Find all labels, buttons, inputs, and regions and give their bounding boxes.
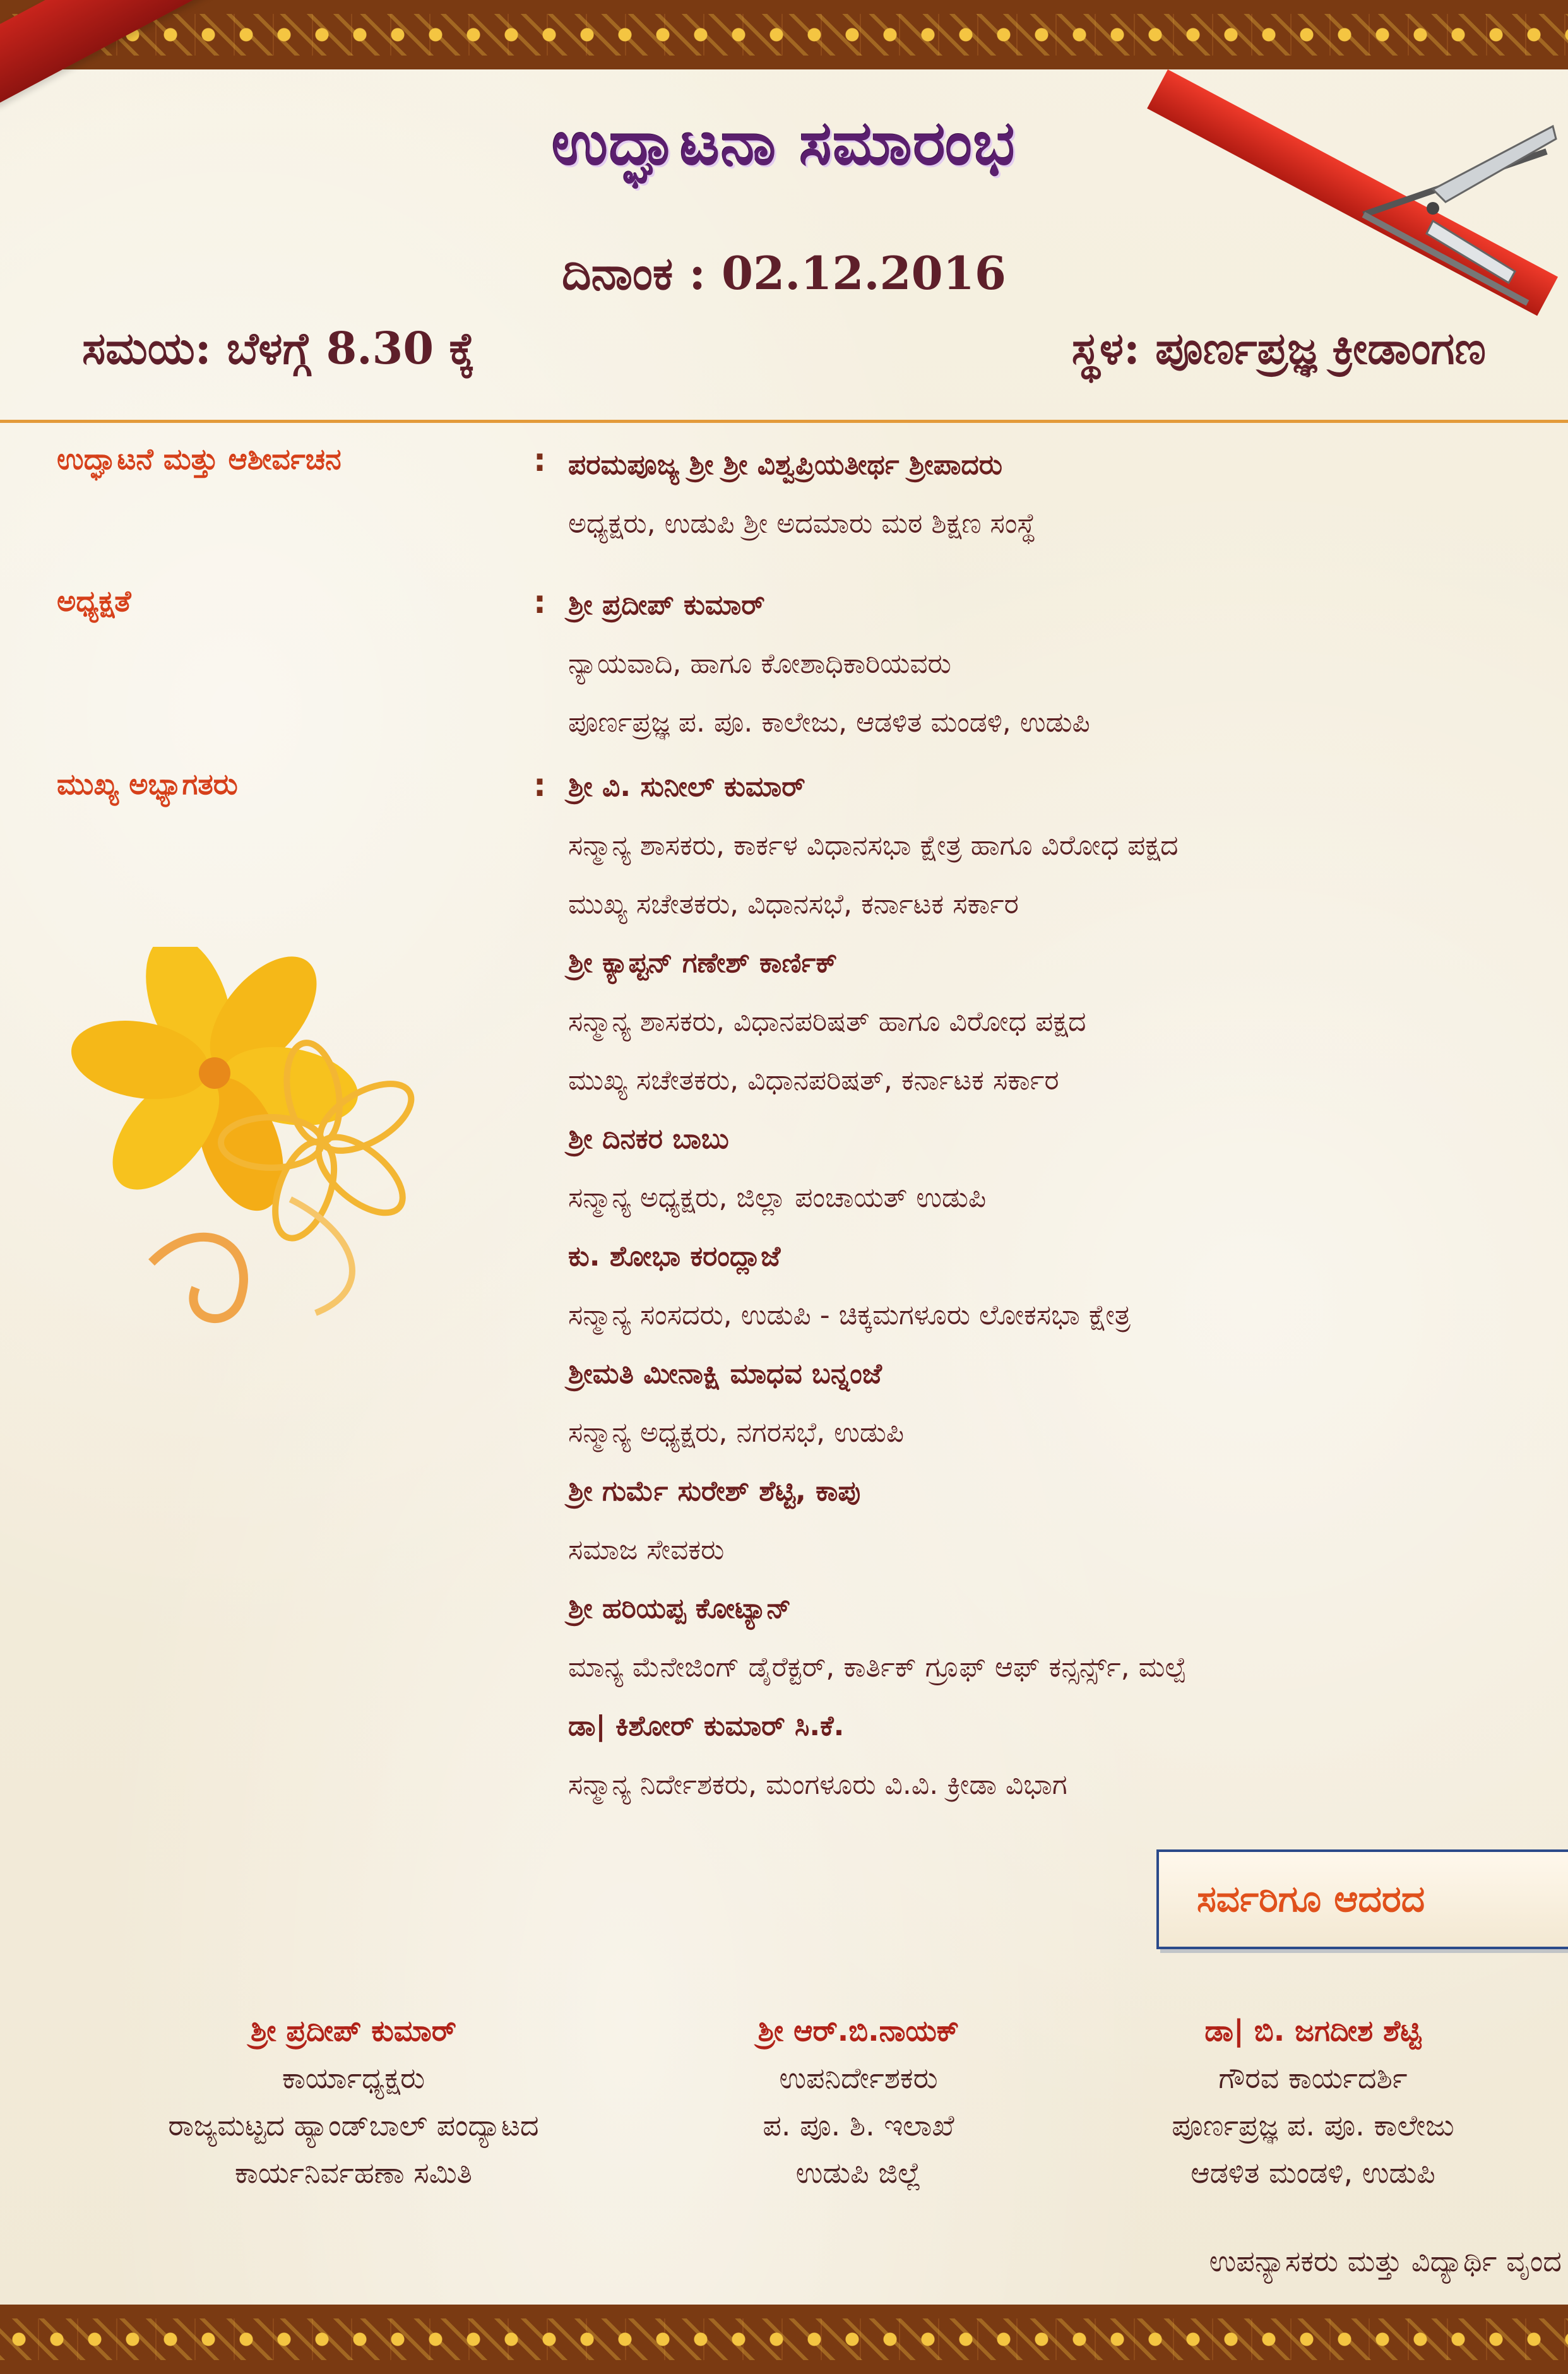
guest-title: ಪೂರ್ಣಪ್ರಜ್ಞ ಪ. ಪೂ. ಕಾಲೇಜು, ಆಡಳಿತ ಮಂಡಳಿ, ಉಡುಪಿ — [568, 706, 1090, 739]
guest-name: ಡಾ| ಕಿಶೋರ್ ಕುಮಾರ್ ಸಿ.ಕೆ. — [568, 1710, 845, 1742]
guests-entry — [568, 757, 1515, 1814]
signatory-name: ಡಾ| ಬಿ. ಜಗದೀಶ ಶೆಟ್ಟಿ — [1204, 2014, 1422, 2048]
signatory-title: ಪ. ಪೂ. ಶಿ. ಇಲಾಖೆ — [763, 2108, 954, 2142]
guests-label: ಮುಖ್ಯ ಅಭ್ಯಾಗತರು — [57, 767, 238, 801]
guest-name: ಶ್ರೀ ಹರಿಯಪ್ಪ ಕೋಟ್ಯಾನ್ — [568, 1593, 792, 1625]
inauguration-entry — [568, 436, 1515, 553]
colon: : — [533, 767, 546, 804]
signatory-title: ಉಪನಿರ್ದೇಶಕರು — [779, 2061, 938, 2095]
signatory-title: ಪೂರ್ಣಪ್ರಜ್ಞ ಪ. ಪೂ. ಕಾಲೇಜು — [1172, 2108, 1454, 2142]
event-venue: ಸ್ಥಳ: ಪೂರ್ಣಪ್ರಜ್ಞ ಕ್ರೀಡಾಂಗಣ — [1071, 322, 1486, 374]
colon: : — [533, 442, 546, 478]
guest-title: ನ್ಯಾಯವಾದಿ, ಹಾಗೂ ಕೋಶಾಧಿಕಾರಿಯವರು — [568, 648, 951, 680]
event-time: ಸಮಯ: ಬೆಳಗ್ಗೆ 8.30 ಕ್ಕೆ — [82, 322, 475, 374]
guest-name: ಶ್ರೀ ಕ್ಯಾಪ್ಟನ್ ಗಣೇಶ್ ಕಾರ್ಣಿಕ್ — [568, 947, 838, 979]
guest-title: ಸಮಾಜ ಸೇವಕರು — [568, 1534, 725, 1566]
guest-name: ಪರಮಪೂಜ್ಯ ಶ್ರೀ ಶ್ರೀ ವಿಶ್ವಪ್ರಿಯತೀರ್ಥ ಶ್ರೀಪಾದರು — [568, 449, 1003, 481]
presidency-label: ಅಧ್ಯಕ್ಷತೆ — [57, 584, 131, 618]
guest-title: ಸನ್ಮಾನ್ಯ ನಿರ್ದೇಶಕರು, ಮಂಗಳೂರು ವಿ.ವಿ. ಕ್ರೀಡಾ ವಿಭಾಗ — [568, 1769, 1067, 1801]
signatory-title: ರಾಜ್ಯಮಟ್ಟದ ಹ್ಯಾಂಡ್‌ಬಾಲ್ ಪಂದ್ಯಾಟದ — [168, 2108, 539, 2142]
event-date: ದಿನಾಂಕ : 02.12.2016 — [562, 246, 1006, 300]
guest-title: ಸನ್ಮಾನ್ಯ ಅಧ್ಯಕ್ಷರು, ಜಿಲ್ಲಾ ಪಂಚಾಯತ್ ಉಡುಪಿ — [568, 1182, 987, 1214]
signatory-title: ಗೌರವ ಕಾರ್ಯದರ್ಶಿ — [1218, 2061, 1408, 2095]
signatory-title: ಉಡುಪಿ ಜಿಲ್ಲೆ — [795, 2156, 922, 2190]
top-border — [0, 0, 1568, 69]
guest-name: ಶ್ರೀಮತಿ ಮೀನಾಕ್ಷಿ ಮಾಧವ ಬನ್ನಂಜೆ — [568, 1358, 882, 1390]
presidency-entry — [568, 576, 1515, 752]
guest-name: ಶ್ರೀ ಪ್ರದೀಪ್ ಕುಮಾರ್ — [568, 589, 765, 621]
guest-title: ಅಧ್ಯಕ್ಷರು, ಉಡುಪಿ ಶ್ರೀ ಅದಮಾರು ಮಠ ಶಿಕ್ಷಣ ಸಂಸ್ಥೆ — [568, 507, 1036, 540]
signatory-title: ಕಾರ್ಯನಿರ್ವಹಣಾ ಸಮಿತಿ — [234, 2156, 473, 2190]
guest-name: ಶ್ರೀ ವಿ. ಸುನೀಲ್ ಕುಮಾರ್ — [568, 771, 805, 803]
guest-title: ಸನ್ಮಾನ್ಯ ಅಧ್ಯಕ್ಷರು, ನಗರಸಭೆ, ಉಡುಪಿ — [568, 1416, 905, 1449]
bottom-border — [0, 2305, 1568, 2374]
signatory-1 — [50, 2007, 656, 2197]
welcome-banner — [1156, 1849, 1568, 1949]
flower-icon — [50, 947, 505, 1338]
signatory-3 — [1073, 2007, 1553, 2197]
guest-title: ಸನ್ಮಾನ್ಯ ಸಂಸದರು, ಉಡುಪಿ - ಚಿಕ್ಕಮಗಳೂರು ಲೋಕಸಭಾ ಕ್ಷೇತ್ರ — [568, 1299, 1131, 1331]
inauguration-label: ಉದ್ಘಾಟನೆ ಮತ್ತು ಆಶೀರ್ವಚನ — [57, 442, 342, 476]
signatory-title: ಕಾರ್ಯಾಧ್ಯಕ್ಷರು — [282, 2061, 425, 2095]
guest-title: ಸನ್ಮಾನ್ಯ ಶಾಸಕರು, ವಿಧಾನಪರಿಷತ್ ಹಾಗೂ ವಿರೋಧ ಪಕ್ಷದ — [568, 1006, 1086, 1038]
signatory-2 — [682, 2007, 1035, 2197]
event-title: ಉದ್ಘಾಟನಾ ಸಮಾರಂಭ — [552, 107, 1016, 179]
colon: : — [533, 584, 546, 620]
guest-name: ಶ್ರೀ ದಿನಕರ ಬಾಬು — [568, 1123, 729, 1155]
signatory-title: ಆಡಳಿತ ಮಂಡಳಿ, ಉಡುಪಿ — [1191, 2156, 1435, 2190]
guest-name: ಕು. ಶೋಭಾ ಕರಂದ್ಲಾಜೆ — [568, 1240, 781, 1273]
signatory-name: ಶ್ರೀ ಪ್ರದೀಪ್ ಕುಮಾರ್ — [251, 2014, 456, 2048]
signatory-name: ಶ್ರೀ ಆರ್.ಬಿ.ನಾಯಕ್ — [757, 2014, 959, 2048]
welcome-text: ಸರ್ವರಿಗೂ ಆದರದ — [1197, 1877, 1425, 1920]
guest-title: ಸನ್ಮಾನ್ಯ ಶಾಸಕರು, ಕಾರ್ಕಳ ವಿಧಾನಸಭಾ ಕ್ಷೇತ್ರ ಹಾಗೂ ವಿರೋಧ ಪಕ್ಷದ — [568, 829, 1179, 862]
guest-title: ಮುಖ್ಯ ಸಚೇತಕರು, ವಿಧಾನಸಭೆ, ಕರ್ನಾಟಕ ಸರ್ಕಾರ — [568, 888, 1019, 920]
guest-title: ಮಾನ್ಯ ಮೆನೇಜಿಂಗ್ ಡೈರೆಕ್ಟರ್, ಕಾರ್ತಿಕ್ ಗ್ರೂಫ್ ಆಫ್ ಕನ್ಸರ್ನ್ಸ್, ಮಲ್ಪೆ — [568, 1651, 1187, 1683]
divider — [0, 420, 1568, 423]
guest-title: ಮುಖ್ಯ ಸಚೇತಕರು, ವಿಧಾನಪರಿಷತ್, ಕರ್ನಾಟಕ ಸರ್ಕಾರ — [568, 1064, 1059, 1096]
footer-text: ಉಪನ್ಯಾಸಕರು ಮತ್ತು ವಿದ್ಯಾರ್ಥಿ ವೃಂದ — [1209, 2244, 1562, 2278]
guest-name: ಶ್ರೀ ಗುರ್ಮೆ ಸುರೇಶ್ ಶೆಟ್ಟಿ, ಕಾಪು — [568, 1475, 861, 1507]
